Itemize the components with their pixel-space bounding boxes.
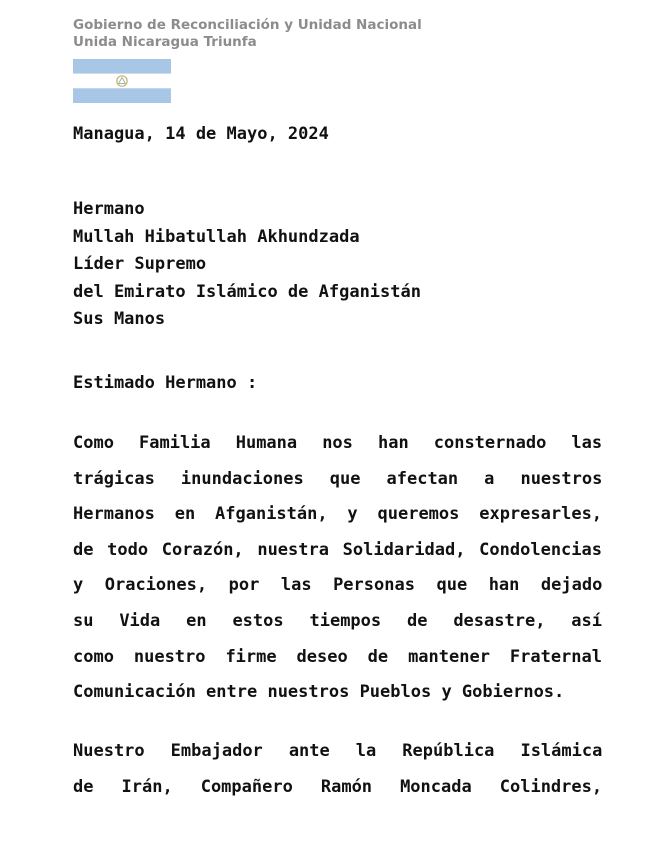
government-slogan: Unida Nicaragua Triunfa xyxy=(73,34,257,50)
salutation: Estimado Hermano : xyxy=(73,373,258,393)
body-paragraph-1 xyxy=(73,426,602,711)
nicaragua-flag-icon xyxy=(73,59,171,103)
paragraph-line: Como Familia Humana nos han consternado las xyxy=(73,433,603,453)
paragraph-line: Hermanos en Afganistán, y queremos expresarles, xyxy=(73,504,603,525)
recipient-line: Sus Manos xyxy=(73,309,166,329)
paragraph-line: como nuestro firme deseo de mantener Fraternal xyxy=(73,646,602,667)
paragraph-line: de Irán, Compañero Ramón Moncada Colindres, xyxy=(73,776,603,797)
letter-date: Managua, 14 de Mayo, 2024 xyxy=(73,124,329,144)
paragraph-line: Nuestro Embajador ante la República Islámica xyxy=(73,741,603,761)
paragraph-line: y Oraciones, por las Personas que han dejado xyxy=(73,575,603,596)
paragraph-line: trágicas inundaciones que afectan a nuestros xyxy=(73,468,603,489)
paragraph-line: Comunicación entre nuestros Pueblos y Gobiernos. xyxy=(73,682,565,703)
body-paragraph-2 xyxy=(73,734,602,805)
government-name: Gobierno de Reconciliación y Unidad Nacional xyxy=(73,17,422,33)
flag-graphic xyxy=(73,59,171,103)
letterhead xyxy=(73,17,473,51)
recipient-block xyxy=(73,196,421,334)
recipient-line: Hermano xyxy=(73,199,145,219)
recipient-line: Mullah Hibatullah Akhundzada xyxy=(73,226,360,247)
recipient-line: del Emirato Islámico de Afganistán xyxy=(73,281,421,302)
paragraph-line: de todo Corazón, nuestra Solidaridad, Condolencias xyxy=(73,539,602,560)
paragraph-line: su Vida en estos tiempos de desastre, así xyxy=(73,610,602,631)
recipient-line: Líder Supremo xyxy=(73,254,207,274)
